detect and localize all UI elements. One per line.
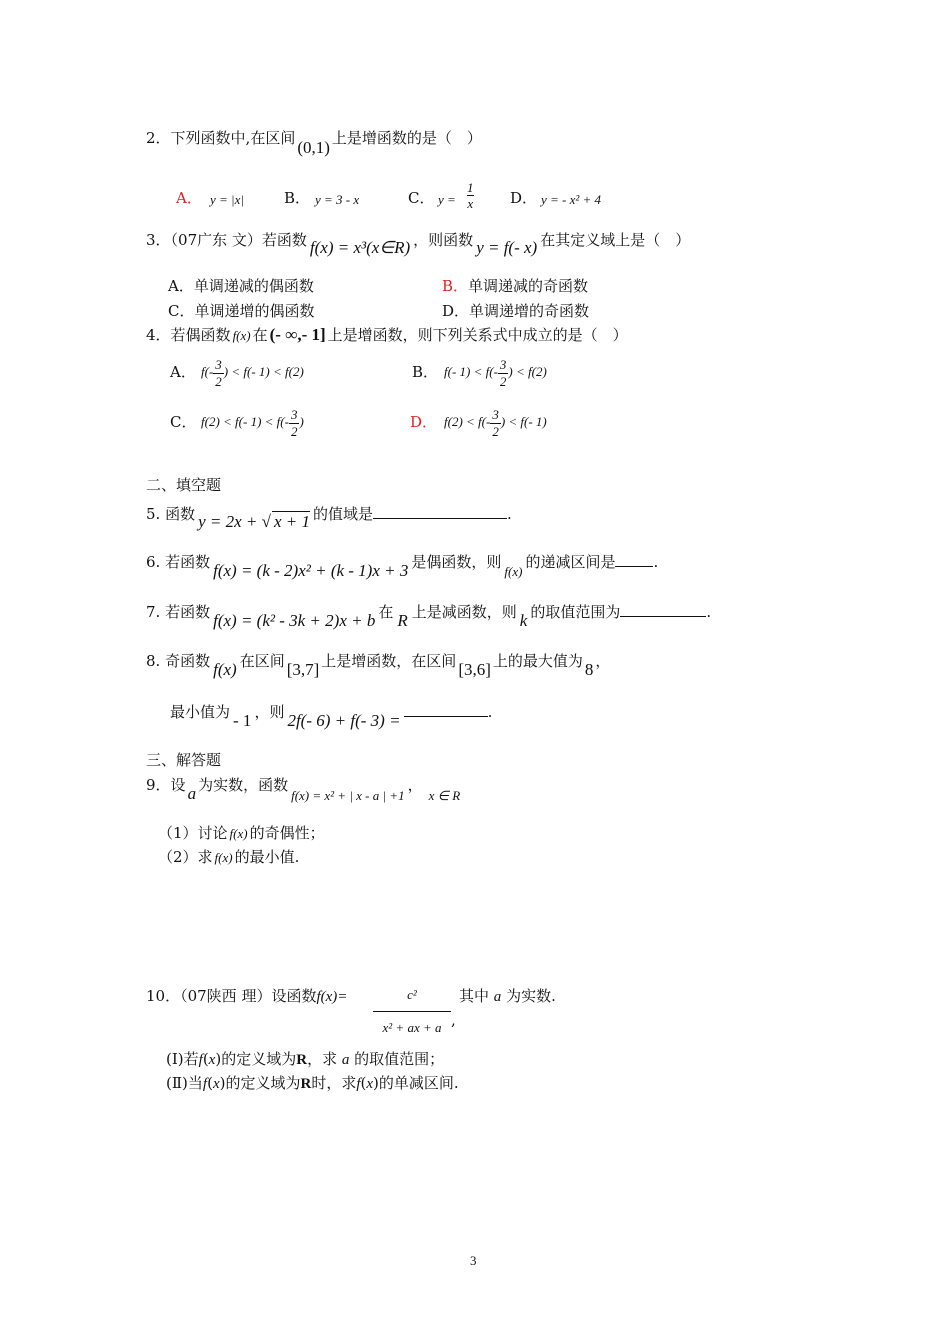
q6-answer-blank[interactable] bbox=[615, 566, 653, 567]
q4-stem: 4．若偶函数 f(x) 在 (- ∞,- 1] 上是增函数，则下列关系式中成立的是（ ） bbox=[146, 325, 628, 344]
q3-stem: 3．（07广东 文）若函数 f(x) = x³(x∈R) ，则函数 y = f(- x) 在其定义域上是（ ） bbox=[146, 231, 691, 257]
q2-stem: 2．下列函数中,在区间 (0,1) 上是增函数的是（ ） bbox=[146, 129, 482, 157]
q5-answer-blank[interactable] bbox=[373, 518, 507, 519]
q2-option-c-lhs: y = bbox=[438, 192, 456, 207]
q8-answer-blank[interactable] bbox=[404, 716, 488, 717]
q3-option-b: B．单调递减的奇函数 bbox=[442, 277, 589, 295]
q8-line2: 最小值为 - 1 ，则 2f(- 6) + f(- 3) = . bbox=[170, 703, 493, 730]
q7-answer-blank[interactable] bbox=[620, 616, 706, 617]
q4-option-b-expr: f(- 1) < f(- $\frac{3}{2}$ ) < f(2) bbox=[444, 356, 547, 389]
q2-option-b-expr: y = 3 - x bbox=[315, 192, 360, 207]
q3-option-a: A．单调递减的偶函数 bbox=[168, 277, 314, 295]
q4-option-c-label: C． bbox=[170, 413, 197, 431]
q10-tail: 其中 a 为实数. bbox=[459, 987, 556, 1005]
q10-sub1: (Ⅰ)若f(x)的定义域为R，求 a 的取值范围； bbox=[166, 1050, 445, 1068]
q3-option-d: D．单调递增的奇函数 bbox=[442, 302, 590, 320]
q7: 7. 若函数 f(x) = (k² - 3k + 2)x + b 在 R 上是减函数，则 k 的取值范围为 . bbox=[146, 603, 712, 630]
q10-stem: 10．（07陕西 理）设函数f(x)= bbox=[146, 987, 348, 1005]
q4-option-c-expr: f(2) < f(- 1) < f(- $\frac{3}{2}$ ) bbox=[201, 406, 304, 439]
q4-option-a-expr: f(- $\frac{3}{2}$ ) < f(- 1) < f(2) bbox=[201, 356, 304, 389]
page-number: 3 bbox=[470, 1253, 477, 1268]
q4-option-d-expr: f(2) < f(- $\frac{3}{2}$ ) < f(- 1) bbox=[444, 406, 547, 439]
q2-option-a-label: A． bbox=[176, 189, 202, 207]
q8-line1: 8. 奇函数 f(x) 在区间 [3,7] 上是增函数，在区间 [3,6] 上的最大值为 8 ， bbox=[146, 652, 611, 679]
q2-option-c-fraction: 1 x bbox=[467, 180, 474, 211]
q2-option-d-label: D． bbox=[510, 189, 538, 207]
q9-stem: 9．设 a 为实数，函数f(x) = x² + | x - a | +1，x ∈ R bbox=[146, 776, 461, 803]
q10-fraction: c² x² + ax + a bbox=[373, 985, 451, 1038]
q10-sub2: (Ⅱ)当f(x)的定义域为R时，求f(x)的单减区间. bbox=[166, 1074, 459, 1092]
q2-option-d-expr: y = - x² + 4 bbox=[541, 192, 602, 207]
q5: 5. 函数 y = 2x + √ x + 1 的值域是 . bbox=[146, 505, 512, 531]
q9-sub1: （1）讨论 f(x) 的奇偶性； bbox=[158, 824, 325, 842]
q10-comma: , bbox=[451, 1011, 456, 1029]
q4-option-b-label: B． bbox=[412, 363, 439, 381]
q2-option-a-expr: y = |x| bbox=[210, 192, 244, 207]
q9-sub2: （2）求 f(x) 的最小值. bbox=[158, 848, 300, 866]
section-fill-in-title: 二、填空题 bbox=[146, 476, 222, 494]
q2-option-c-label: C． bbox=[408, 189, 435, 207]
q4-option-a-label: A． bbox=[170, 363, 196, 381]
q4-option-d-label: D． bbox=[410, 413, 438, 431]
q2-option-b-label: B． bbox=[284, 189, 311, 207]
section-answer-title: 三、解答题 bbox=[146, 751, 222, 769]
q6: 6. 若函数 f(x) = (k - 2)x² + (k - 1)x + 3 是偶函数，则f(x)的递减区间是 . bbox=[146, 553, 659, 580]
q3-option-c: C．单调递增的偶函数 bbox=[168, 302, 315, 320]
